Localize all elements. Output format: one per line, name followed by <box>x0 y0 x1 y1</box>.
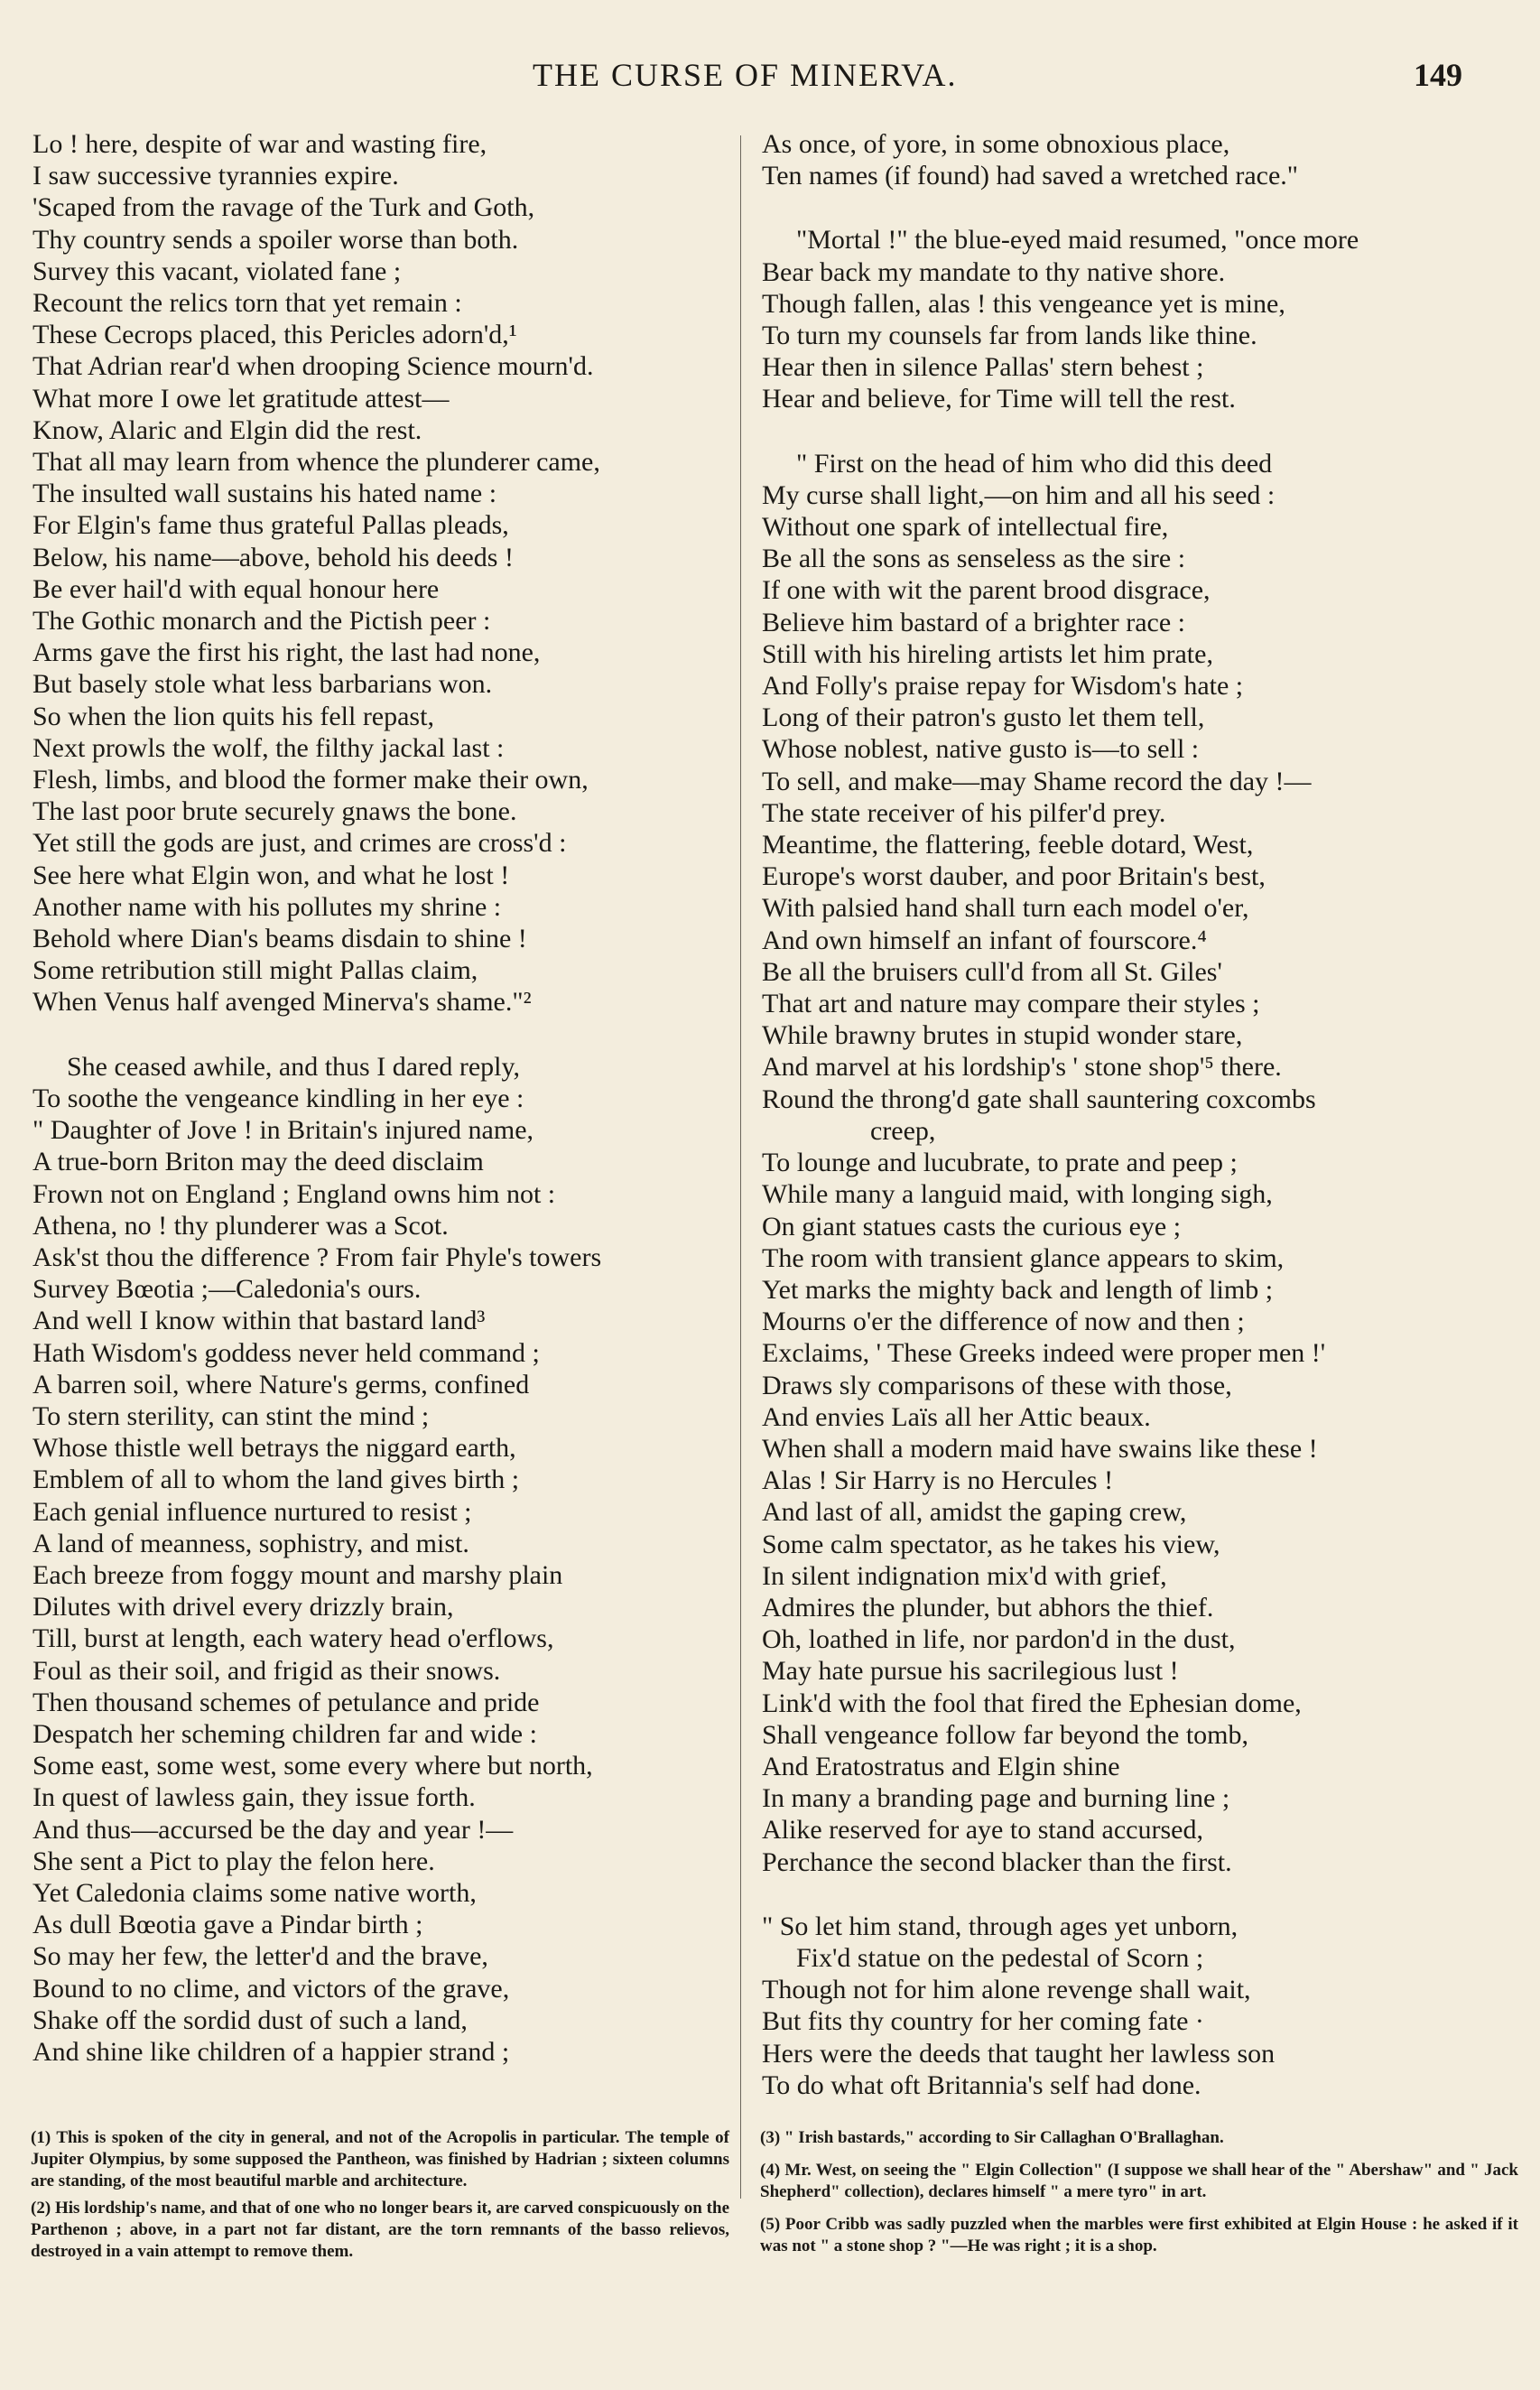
verse-line: Whose noblest, native gusto is—to sell : <box>762 734 1200 765</box>
verse-line: Be all the sons as senseless as the sire : <box>762 544 1186 574</box>
verse-line: Whose thistle well betrays the niggard earth, <box>32 1433 516 1464</box>
right-column <box>762 128 1520 2101</box>
left-footnotes <box>31 2127 729 2268</box>
verse-line: Admires the plunder, but abhors the thief. <box>762 1592 1214 1623</box>
verse-line: That Adrian rear'd when drooping Science mourn'd. <box>32 351 594 382</box>
running-header <box>0 56 1540 101</box>
verse-line: creep, <box>870 1115 936 1146</box>
verse-line: In silent indignation mix'd with grief, <box>762 1560 1167 1591</box>
verse-line: Then thousand schemes of petulance and pride <box>32 1687 540 1717</box>
verse-line: Behold where Dian's beams disdain to shine ! <box>32 924 527 954</box>
verse-line: Athena, no ! thy plunderer was a Scot. <box>32 1210 449 1241</box>
verse-line: Each breeze from foggy mount and marshy plain <box>32 1559 563 1590</box>
footnote: (4) Mr. West, on seeing the " Elgin Collection" (I suppose we shall hear of the " Abershaw" and " Jack Shepherd" collection), declares himself " a mere tyro" in art. <box>760 2161 1518 2201</box>
verse-line: And shine like children of a happier strand ; <box>32 2036 510 2067</box>
verse-line: And thus—accursed be the day and year !— <box>32 1814 514 1845</box>
verse-line: While brawny brutes in stupid wonder stare, <box>762 1020 1243 1051</box>
verse-line: Perchance the second blacker than the first. <box>762 1846 1232 1877</box>
verse-line: Bear back my mandate to thy native shore. <box>762 256 1226 287</box>
verse-line: Believe him bastard of a brighter race : <box>762 607 1185 637</box>
verse-line: The last poor brute securely gnaws the bone. <box>32 796 517 827</box>
verse-line: Though fallen, alas ! this vengeance yet is mine, <box>762 288 1285 319</box>
footnote: (5) Poor Cribb was sadly puzzled when the marbles were first exhibited at Elgin House : he asked if it was not " a stone shop ? "—He was right ; it is a shop. <box>760 2215 1518 2255</box>
verse-line: Recount the relics torn that yet remain : <box>32 288 462 319</box>
verse-line: A true-born Briton may the deed disclaim <box>32 1147 484 1177</box>
verse-line: Survey this vacant, violated fane ; <box>32 256 402 286</box>
verse-line: Till, burst at length, each watery head o'erflows, <box>32 1623 554 1654</box>
verse-line: Long of their patron's gusto let them tell, <box>762 702 1205 733</box>
verse-line: The room with transient glance appears to skim, <box>762 1242 1285 1273</box>
right-footnotes <box>760 2127 1518 2268</box>
verse-line: See here what Elgin won, and what he lost ! <box>32 860 510 890</box>
verse-line: Alas ! Sir Harry is no Hercules ! <box>762 1465 1114 1496</box>
verse-line: Some calm spectator, as he takes his view, <box>762 1529 1220 1559</box>
stanza-break <box>32 1018 746 1051</box>
verse-line: And marvel at his lordship's ' stone shop'⁵ there. <box>762 1052 1282 1083</box>
verse-line: So when the lion quits his fell repast, <box>32 701 434 731</box>
verse-line: These Cecrops placed, this Pericles adorn'd,¹ <box>32 320 517 350</box>
verse-line: When Venus half avenged Minerva's shame."² <box>32 987 532 1018</box>
footnote: (3) " Irish bastards," according to Sir Callaghan O'Brallaghan. <box>760 2128 1224 2147</box>
verse-line: A land of meanness, sophistry, and mist. <box>32 1528 469 1558</box>
verse-line: And own himself an infant of fourscore.⁴ <box>762 925 1207 955</box>
verse-line: Each genial influence nurtured to resist ; <box>32 1496 472 1527</box>
verse-line: That all may learn from whence the plunderer came, <box>32 447 600 478</box>
verse-line: If one with wit the parent brood disgrace, <box>762 575 1211 606</box>
verse-line: But fits thy country for her coming fate · <box>762 2006 1204 2037</box>
stanza-break <box>762 1878 1520 1911</box>
footnote: (2) His lordship's name, and that of one who no longer bears it, are carved conspicuously on the Parthenon ; above, in a part not far distant, are the torn remnants of the basso relievos, destroyed in a vain attempt to remove them. <box>31 2199 729 2261</box>
verse-line: With palsied hand shall turn each model o'er, <box>762 893 1249 924</box>
verse-line: Know, Alaric and Elgin did the rest. <box>32 414 422 445</box>
verse-line: Be ever hail'd with equal honour here <box>32 573 440 604</box>
verse-line: "Mortal !" the blue-eyed maid resumed, "once more <box>796 225 1359 256</box>
verse-line: Shall vengeance follow far beyond the tomb, <box>762 1719 1249 1750</box>
verse-line: As once, of yore, in some obnoxious place, <box>762 129 1230 159</box>
verse-line: Frown not on England ; England owns him not : <box>32 1178 556 1209</box>
left-column <box>32 128 746 2068</box>
verse-line: Ten names (if found) had saved a wretched race." <box>762 161 1299 191</box>
verse-line: For Elgin's fame thus grateful Pallas pleads, <box>32 510 509 541</box>
verse-line: Without one spark of intellectual fire, <box>762 512 1169 543</box>
verse-line: Lo ! here, despite of war and wasting fire, <box>32 129 487 159</box>
verse-line: Another name with his pollutes my shrine : <box>32 891 502 922</box>
verse-line: Ask'st thou the difference ? From fair Phyle's towers <box>32 1241 602 1272</box>
verse-line: What more I owe let gratitude attest— <box>32 383 450 414</box>
verse-line: Hath Wisdom's goddess never held command ; <box>32 1337 540 1368</box>
verse-line: That art and nature may compare their styles ; <box>762 989 1260 1019</box>
verse-line: May hate pursue his sacrilegious lust ! <box>762 1656 1179 1687</box>
verse-line: Draws sly comparisons of these with those, <box>762 1370 1232 1400</box>
verse-line: Yet Caledonia claims some native worth, <box>32 1877 477 1908</box>
verse-line: Exclaims, ' These Greeks indeed were proper men !' <box>762 1338 1326 1369</box>
stanza-break <box>762 415 1520 448</box>
verse-line: But basely stole what less barbarians won. <box>32 669 493 700</box>
page-title: THE CURSE OF MINERVA. <box>533 57 958 93</box>
verse-line: The insulted wall sustains his hated name : <box>32 479 497 509</box>
verse-line: Link'd with the fool that fired the Ephesian dome, <box>762 1688 1302 1718</box>
verse-line: Still with his hireling artists let him prate, <box>762 638 1213 669</box>
verse-line: Flesh, limbs, and blood the former make their own, <box>32 765 589 795</box>
page-number: 149 <box>1414 57 1462 93</box>
verse-line: Below, his name—above, behold his deeds ! <box>32 542 514 572</box>
verse-line: To lounge and lucubrate, to prate and peep ; <box>762 1148 1238 1178</box>
verse-line: Alike reserved for aye to stand accursed, <box>762 1815 1203 1846</box>
verse-line: To do what oft Britannia's self had done. <box>762 2069 1201 2100</box>
verse-line: Mourns o'er the difference of now and then ; <box>762 1307 1245 1337</box>
verse-line: Survey Bœotia ;—Caledonia's ours. <box>32 1274 422 1305</box>
verse-line: Hear and believe, for Time will tell the rest. <box>762 384 1236 414</box>
verse-line: While many a languid maid, with longing sigh, <box>762 1179 1273 1210</box>
verse-line: Thy country sends a spoiler worse than both. <box>32 224 519 255</box>
verse-line: Bound to no clime, and victors of the grave, <box>32 1973 510 2004</box>
verse-line: To stern sterility, can stint the mind ; <box>32 1400 430 1431</box>
verse-line: In many a branding page and burning line ; <box>762 1783 1230 1814</box>
verse-line: Though not for him alone revenge shall wait, <box>762 1975 1251 2005</box>
verse-line: 'Scaped from the ravage of the Turk and Goth, <box>32 192 535 223</box>
verse-line: Hers were the deeds that taught her lawless son <box>762 2038 1276 2069</box>
verse-line: Foul as their soil, and frigid as their snows. <box>32 1655 501 1686</box>
verse-line: And last of all, amidst the gaping crew, <box>762 1497 1187 1528</box>
verse-line: My curse shall light,—on him and all his seed : <box>762 479 1276 510</box>
verse-line: The Gothic monarch and the Pictish peer : <box>32 606 491 637</box>
footnote: (1) This is spoken of the city in general, and not of the Acropolis in particular. The temple of Jupiter Olympius, by some supposed the Pantheon, was finished by Hadrian ; sixteen columns are standing, of the most beautiful marble and architecture. <box>31 2128 729 2190</box>
verse-line: Next prowls the wolf, the filthy jackal last : <box>32 732 505 763</box>
verse-line: Arms gave the first his right, the last had none, <box>32 637 541 668</box>
stanza-break <box>762 191 1520 224</box>
verse-line: On giant statues casts the curious eye ; <box>762 1211 1182 1241</box>
verse-line: Dilutes with drivel every drizzly brain, <box>32 1592 454 1623</box>
verse-line: Some retribution still might Pallas claim, <box>32 955 478 986</box>
verse-line: Yet still the gods are just, and crimes are cross'd : <box>32 828 567 859</box>
verse-line: To turn my counsels far from lands like thine. <box>762 321 1257 351</box>
verse-line: So may her few, the letter'd and the brave, <box>32 1941 488 1972</box>
verse-line: The state receiver of his pilfer'd prey. <box>762 797 1166 828</box>
verse-line: Yet marks the mighty back and length of limb ; <box>762 1274 1274 1305</box>
verse-line: And Folly's praise repay for Wisdom's hate ; <box>762 671 1244 702</box>
verse-line: Be all the bruisers cull'd from all St. Giles' <box>762 956 1222 987</box>
verse-line: And Eratostratus and Elgin shine <box>762 1751 1120 1781</box>
verse-line: " Daughter of Jove ! in Britain's injured name, <box>32 1115 534 1146</box>
verse-line: A barren soil, where Nature's germs, confined <box>32 1369 530 1400</box>
verse-line: To sell, and make—may Shame record the day !— <box>762 766 1312 796</box>
verse-line: When shall a modern maid have swains like these ! <box>762 1433 1318 1464</box>
verse-line: And well I know within that bastard land³ <box>32 1306 486 1336</box>
verse-line: I saw successive tyrannies expire. <box>32 161 399 191</box>
verse-line: Despatch her scheming children far and wide : <box>32 1718 537 1749</box>
verse-line: She sent a Pict to play the felon here. <box>32 1846 435 1876</box>
verse-line: Round the throng'd gate shall sauntering coxcombs <box>762 1083 1316 1114</box>
verse-line: And envies Laïs all her Attic beaux. <box>762 1401 1151 1432</box>
verse-line: Meantime, the flattering, feeble dotard, West, <box>762 830 1254 860</box>
verse-line: As dull Bœotia gave a Pindar birth ; <box>32 1910 423 1940</box>
verse-line: Europe's worst dauber, and poor Britain's best, <box>762 861 1266 892</box>
verse-line: Some east, some west, some every where but north, <box>32 1751 593 1781</box>
verse-line: Shake off the sordid dust of such a land, <box>32 2004 468 2035</box>
verse-line: Oh, loathed in life, nor pardon'd in the dust, <box>762 1624 1236 1655</box>
verse-line: " First on the head of him who did this deed <box>796 448 1273 479</box>
verse-line: Emblem of all to whom the land gives birth ; <box>32 1465 520 1495</box>
verse-line: To soothe the vengeance kindling in her eye : <box>32 1083 524 1113</box>
verse-line: Hear then in silence Pallas' stern behest ; <box>762 352 1204 383</box>
verse-line: Fix'd statue on the pedestal of Scorn ; <box>796 1942 1204 1973</box>
verse-line: In quest of lawless gain, they issue forth. <box>32 1782 476 1813</box>
verse-line: She ceased awhile, and thus I dared reply, <box>67 1051 521 1082</box>
verse-line: " So let him stand, through ages yet unborn, <box>762 1911 1238 1941</box>
